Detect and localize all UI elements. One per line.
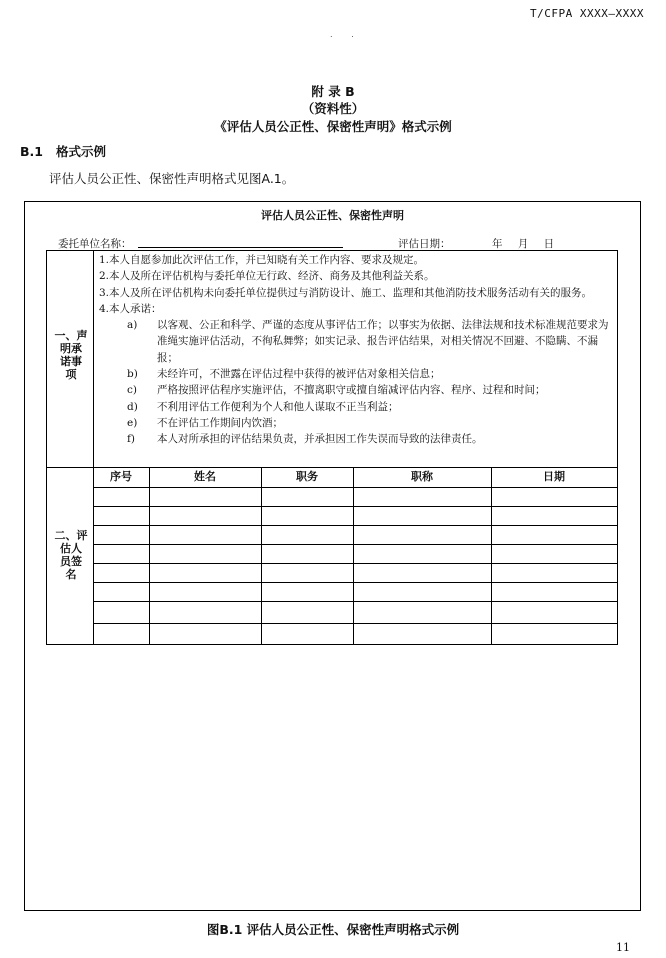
commitment-item bbox=[99, 317, 614, 366]
declaration-item: 2.本人及所在评估机构与委托单位无行政、经济、商务及其他利益关系。 bbox=[99, 270, 435, 283]
col-divider bbox=[261, 467, 262, 644]
section2-label-line: 二、评 bbox=[54, 529, 88, 542]
commitment-letter: d) bbox=[127, 400, 138, 413]
section2-label-line: 名 bbox=[65, 568, 77, 581]
date-ymd: 年 月 日 bbox=[492, 238, 555, 250]
appendix-nature: （资料性） bbox=[301, 101, 365, 116]
row-divider bbox=[93, 623, 617, 624]
row-divider bbox=[93, 563, 617, 564]
col-divider bbox=[149, 467, 150, 644]
client-label: 委托单位名称： bbox=[58, 238, 132, 250]
commitment-item bbox=[99, 366, 614, 382]
row-divider bbox=[93, 601, 617, 602]
col-header-name: 姓名 bbox=[194, 470, 216, 483]
row-divider bbox=[93, 582, 617, 583]
commitment-letter: c) bbox=[127, 384, 137, 397]
commitment-text: 以客观、公正和科学、严谨的态度从事评估工作；以事实为依据、法律法规和技术标准规范要求为准绳实施评估活动，不徇私舞弊；如实记录、报告评估结果，对相关情况不回避、不隐瞒、不漏报； bbox=[157, 319, 609, 364]
col-header-seq: 序号 bbox=[110, 470, 132, 483]
section2-label-line: 员签 bbox=[60, 555, 82, 568]
section1-label bbox=[49, 329, 93, 381]
commitment-letter: a) bbox=[127, 319, 138, 332]
commitment-item bbox=[99, 382, 614, 398]
col-header-title: 职称 bbox=[411, 470, 433, 483]
section1-label-line: 明承 bbox=[60, 342, 82, 355]
commitment-text: 未经许可，不泄露在评估过程中获得的被评估对象相关信息； bbox=[157, 368, 441, 381]
section1-label-line: 诺事 bbox=[60, 355, 82, 368]
page-number: 11 bbox=[616, 941, 630, 954]
section-title: 格式示例 bbox=[56, 144, 107, 159]
label-column-divider bbox=[93, 251, 94, 644]
appendix-subtitle: 《评估人员公正性、保密性声明》格式示例 bbox=[214, 119, 452, 134]
col-divider bbox=[353, 467, 354, 644]
section2-label-line: 估人 bbox=[60, 542, 82, 555]
commitment-item bbox=[99, 415, 614, 431]
appendix-title: 附 录 B bbox=[311, 84, 355, 99]
commitment-text: 严格按照评估程序实施评估，不擅离职守或擅自缩减评估内容、程序、过程和时间； bbox=[157, 384, 546, 397]
commitment-item bbox=[99, 399, 614, 415]
col-header-position: 职务 bbox=[296, 470, 318, 483]
form-title: 评估人员公正性、保密性声明 bbox=[261, 209, 404, 222]
col-divider bbox=[491, 467, 492, 644]
row-divider bbox=[93, 544, 617, 545]
commitment-text: 不利用评估工作便利为个人和他人谋取不正当利益； bbox=[157, 400, 399, 413]
row-divider bbox=[93, 506, 617, 507]
section1-label-line: 项 bbox=[65, 368, 77, 381]
client-name-line[interactable] bbox=[138, 247, 343, 248]
commitment-letter: f) bbox=[127, 433, 135, 446]
standard-code: T/CFPA XXXX—XXXX bbox=[530, 7, 644, 20]
col-header-date: 日期 bbox=[543, 470, 565, 483]
declaration-item: 4.本人承诺： bbox=[99, 302, 162, 315]
section-intro: 评估人员公正性、保密性声明格式见图A.1。 bbox=[49, 171, 295, 186]
commitment-letter: e) bbox=[127, 416, 138, 429]
section-heading bbox=[20, 142, 106, 160]
section-number: B.1 bbox=[20, 144, 43, 159]
section1-label-line: 一、声 bbox=[54, 329, 88, 342]
figure-caption: 图B.1 评估人员公正性、保密性声明格式示例 bbox=[206, 922, 460, 937]
commitment-text: 本人对所承担的评估结果负责，并承担因工作失误而导致的法律责任。 bbox=[157, 433, 483, 446]
commitment-item bbox=[99, 431, 614, 447]
declaration-items bbox=[99, 252, 614, 448]
declaration-item: 3.本人及所在评估机构未向委托单位提供过与消防设计、施工、监理和其他消防技术服务活动有关的服务。 bbox=[99, 286, 593, 299]
row-divider bbox=[93, 525, 617, 526]
header-dots: . . bbox=[330, 30, 362, 39]
date-label: 评估日期： bbox=[398, 238, 451, 250]
commitment-letter: b) bbox=[127, 368, 138, 381]
commitment-text: 不在评估工作期间内饮酒； bbox=[157, 416, 283, 429]
section2-label bbox=[49, 529, 93, 581]
row-divider bbox=[93, 487, 617, 488]
declaration-item: 1.本人自愿参加此次评估工作，并已知晓有关工作内容、要求及规定。 bbox=[99, 254, 425, 266]
